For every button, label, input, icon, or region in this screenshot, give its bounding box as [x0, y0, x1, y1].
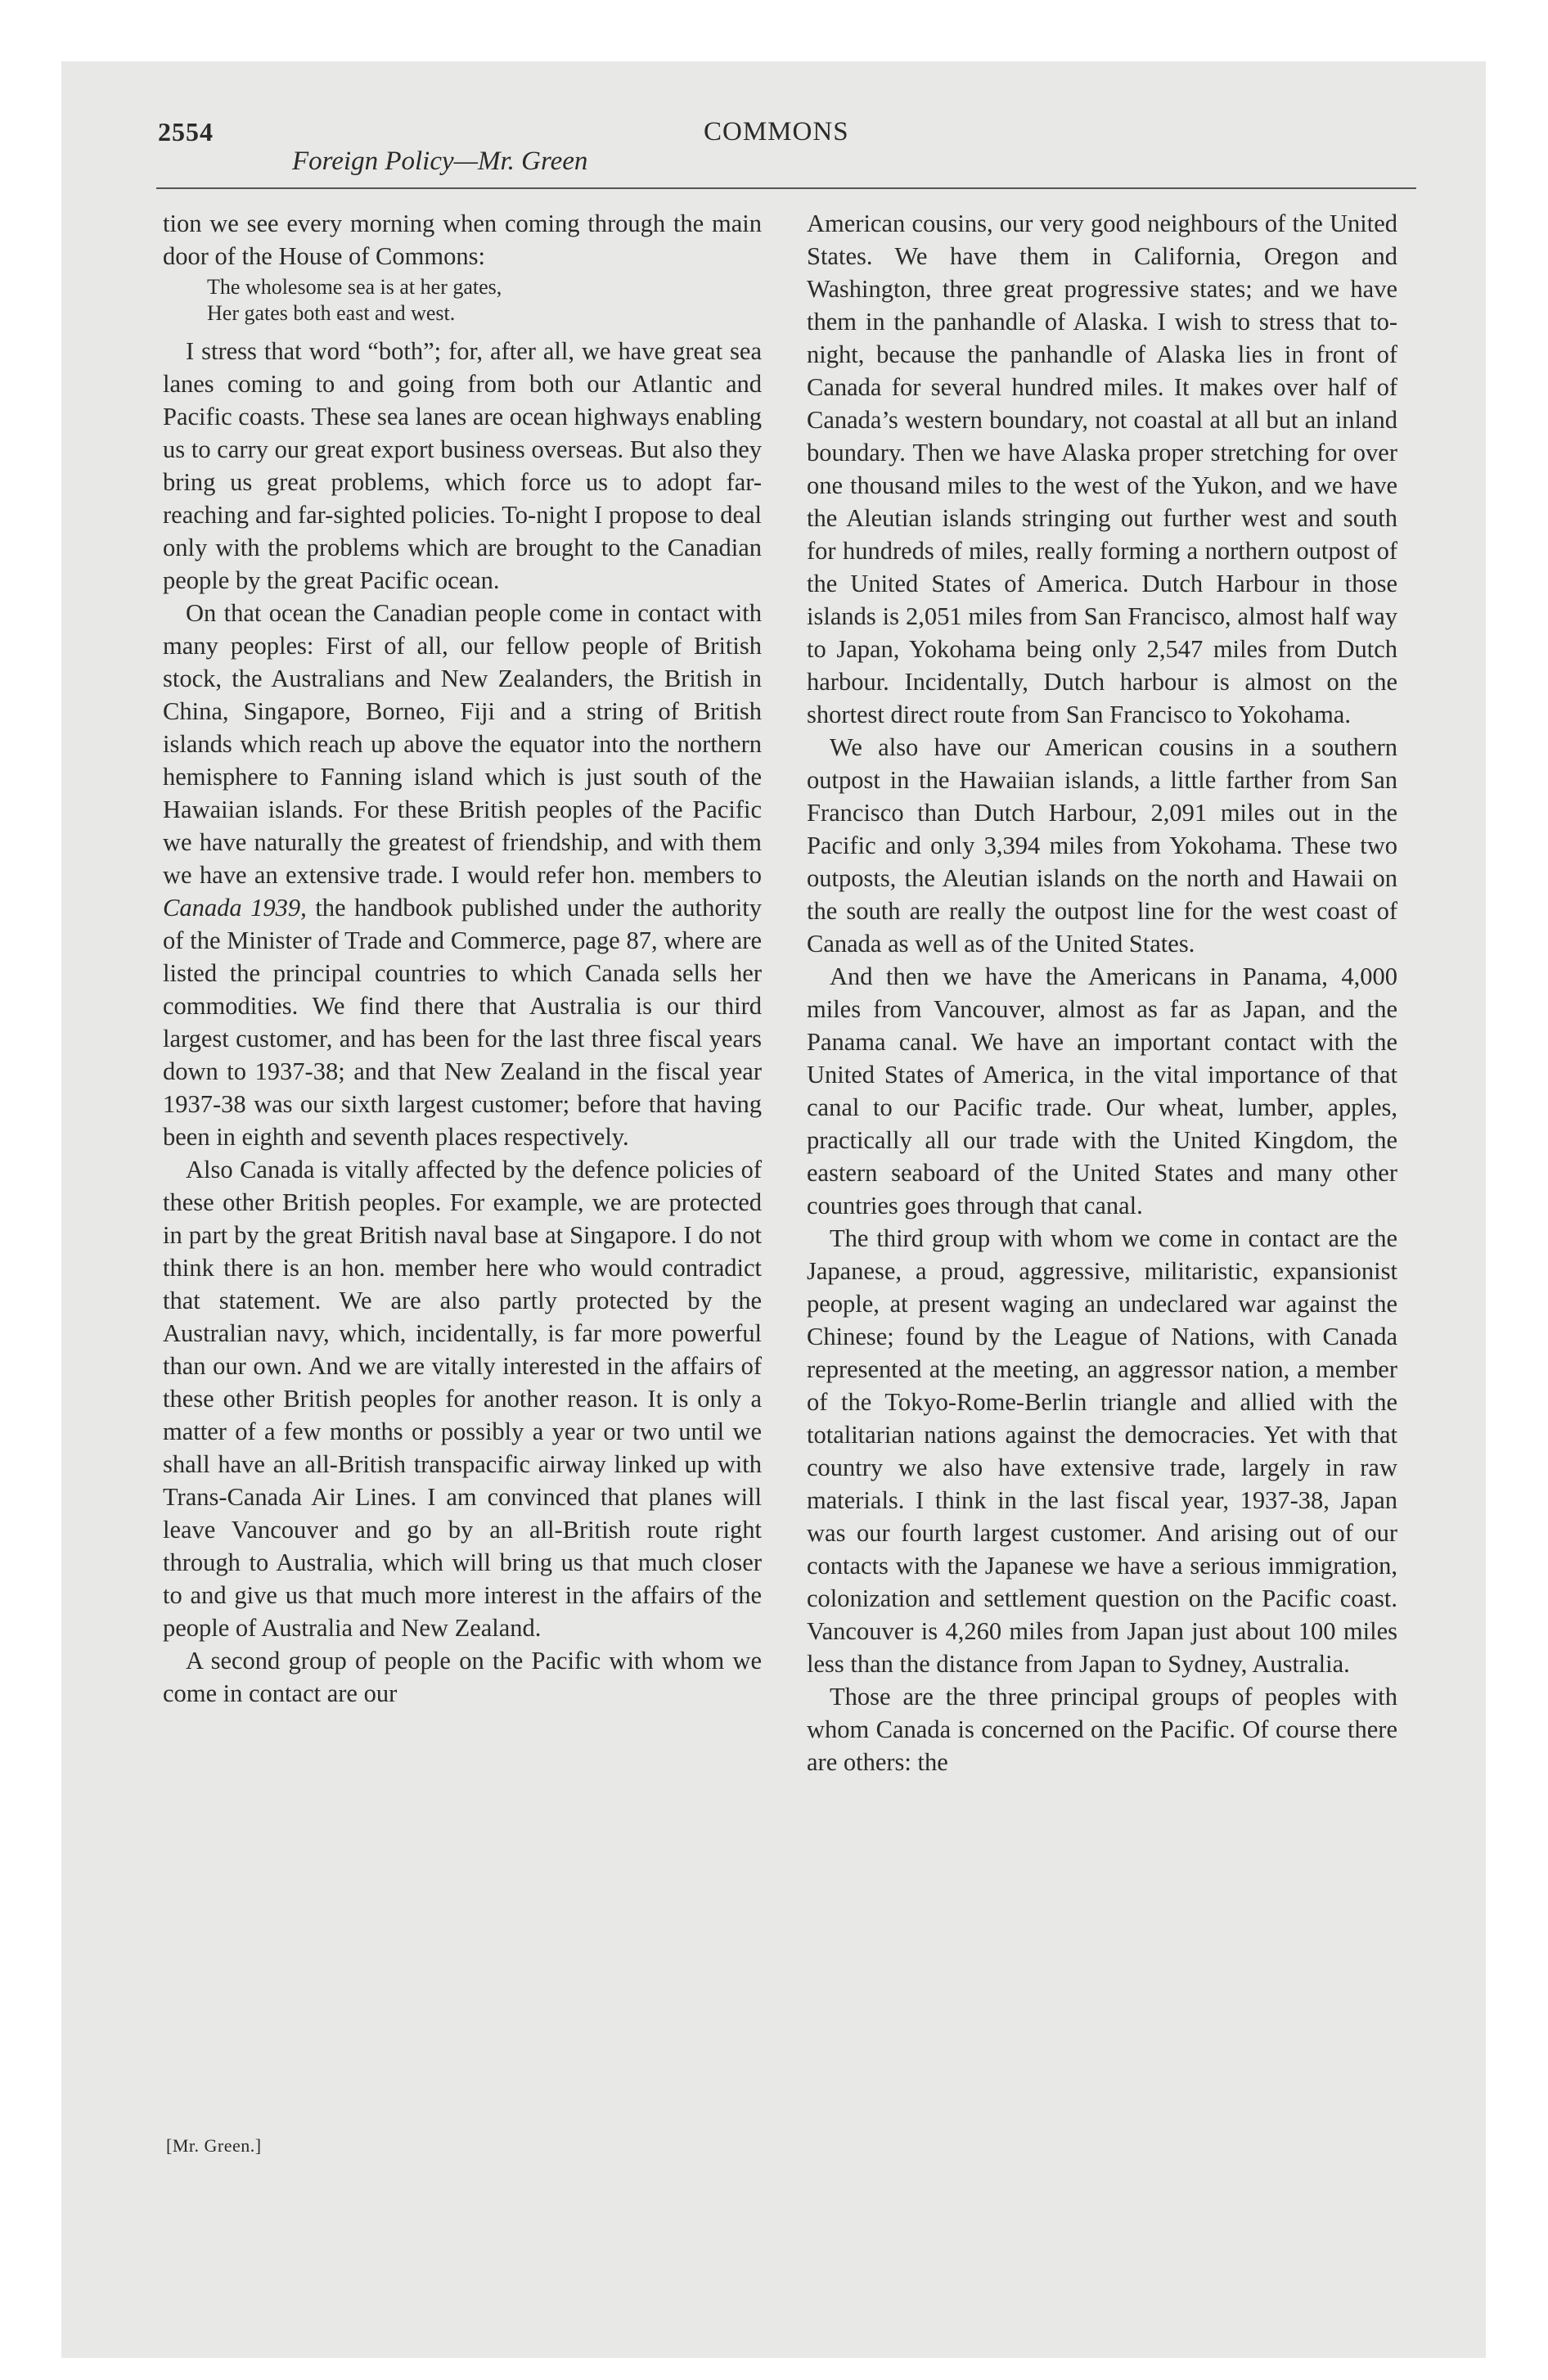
header-rule: [156, 187, 1416, 189]
paragraph: The third group with whom we come in contact are the Japanese, a proud, aggressive, militaristic, expansionist people, at present waging an undeclared war against the Chinese; found by the League of Nations, with Canada represented at the meeting, an aggressor nation, a member of the Tokyo-Rome-Berlin triangle and allied with the totalitarian nations against the democracies. Yet with that country we also have extensive trade, largely in raw materials. I think in the last fiscal year, 1937-38, Japan was our fourth largest customer. And arising out of our contacts with the Japanese we have a serious immigration, colonization and settlement question on the Pacific coast. Vancouver is 4,260 miles from Japan just about 100 miles less than the distance from Japan to Sydney, Australia.: [807, 1224, 1397, 1678]
publication-title: Canada 1939,: [163, 894, 307, 922]
paragraph: [163, 597, 762, 1153]
left-column: [163, 207, 762, 1710]
paragraph: Those are the three principal groups of peoples with whom Canada is concerned on the Pacific. Of course there are others: the: [807, 1683, 1397, 1776]
paragraph: American cousins, our very good neighbours of the United States. We have them in California, Oregon and Washington, three great progressive states; and we have them in the panhandle of Alaska. I wish to stress that to-night, because the panhandle of Alaska lies in front of Canada for several hundred miles. It makes over half of Canada’s western boundary, not coastal at all but an inland boundary. Then we have Alaska proper stretching for over one thousand miles to the west of the Yukon, and we have the Aleutian islands stringing out further west and south for hundreds of miles, really forming a northern outpost of the United States of America. Dutch Harbour in those islands is 2,051 miles from San Francisco, almost half way to Japan, Yokohama being only 2,547 miles from Dutch harbour. Incidentally, Dutch harbour is almost on the shortest direct route from San Francisco to Yokohama.: [807, 210, 1397, 728]
paragraph-text: On that ocean the Canadian people come in contact with many peoples: First of all, our fellow people of British stock, the Australians and New Zealanders, the British in China, Singapore, Borneo, Fiji and a string of British islands which reach up above the equator into the northern hemisphere to Fanning island which is just south of the Hawaiian islands. For these British peoples of the Pacific we have naturally the greatest of friendship, and with them we have an extensive trade. I would refer hon. members to: [163, 599, 762, 889]
paragraph: tion we see every morning when coming through the main door of the House of Commons:: [163, 210, 762, 270]
paragraph: A second group of people on the Pacific with whom we come in contact are our: [163, 1647, 762, 1707]
page-number: 2554: [158, 117, 214, 146]
journal-title: COMMONS: [704, 117, 849, 146]
verse-line: Her gates both east and west.: [207, 301, 456, 325]
running-head: Foreign Policy—Mr. Green: [292, 146, 588, 176]
paragraph: I stress that word “both”; for, after all, we have great sea lanes coming to and going from both our Atlantic and Pacific coasts. These sea lanes are ocean highways enabling us to carry our great export business overseas. But also they bring us great problems, which force us to adopt far-reaching and far-sighted policies. To-night I propose to deal only with the problems which are brought to the Canadian people by the great Pacific ocean.: [163, 337, 762, 594]
paragraph: And then we have the Americans in Panama, 4,000 miles from Vancouver, almost as far as Japan, and the Panama canal. We have an important contact with the United States of America, in the vital importance of that canal to our Pacific trade. Our wheat, lumber, apples, practically all our trade with the United Kingdom, the eastern seaboard of the United States and many other countries goes through that canal.: [807, 962, 1397, 1219]
paragraph: We also have our American cousins in a southern outpost in the Hawaiian islands, a little farther from San Francisco than Dutch Harbour, 2,091 miles out in the Pacific and only 3,394 miles from Yokohama. These two outposts, the Aleutian islands on the north and Hawaii on the south are really the outpost line for the west coast of Canada as well as of the United States.: [807, 733, 1397, 958]
verse-quote: [207, 274, 762, 327]
page-header: [61, 61, 1486, 225]
verse-line: The wholesome sea is at her gates,: [207, 275, 502, 299]
right-column: [807, 207, 1397, 1778]
speaker-tag: [Mr. Green.]: [166, 2135, 262, 2156]
paragraph-text: the handbook published under the authority of the Minister of Trade and Commerce, page 87, where are listed the principal countries to which Canada sells her commodities. We find there that Australia is our third largest customer, and has been for the last three fiscal years down to 1937-38; and that New Zealand in the fiscal year 1937-38 was our sixth largest customer; before that having been in eighth and seventh places respectively.: [163, 894, 762, 1151]
page-sheet: [61, 61, 1486, 2358]
paragraph: Also Canada is vitally affected by the defence policies of these other British peoples. For example, we are protected in part by the great British naval base at Singapore. I do not think there is an hon. member here who would contradict that statement. We are also partly protected by the Australian navy, which, incidentally, is far more powerful than our own. And we are vitally interested in the affairs of these other British peoples for another reason. It is only a matter of a few months or possibly a year or two until we shall have an all-British transpacific airway linked up with Trans-Canada Air Lines. I am convinced that planes will leave Vancouver and go by an all-British route right through to Australia, which will bring us that much closer to and give us that much more interest in the affairs of the people of Australia and New Zealand.: [163, 1156, 762, 1642]
